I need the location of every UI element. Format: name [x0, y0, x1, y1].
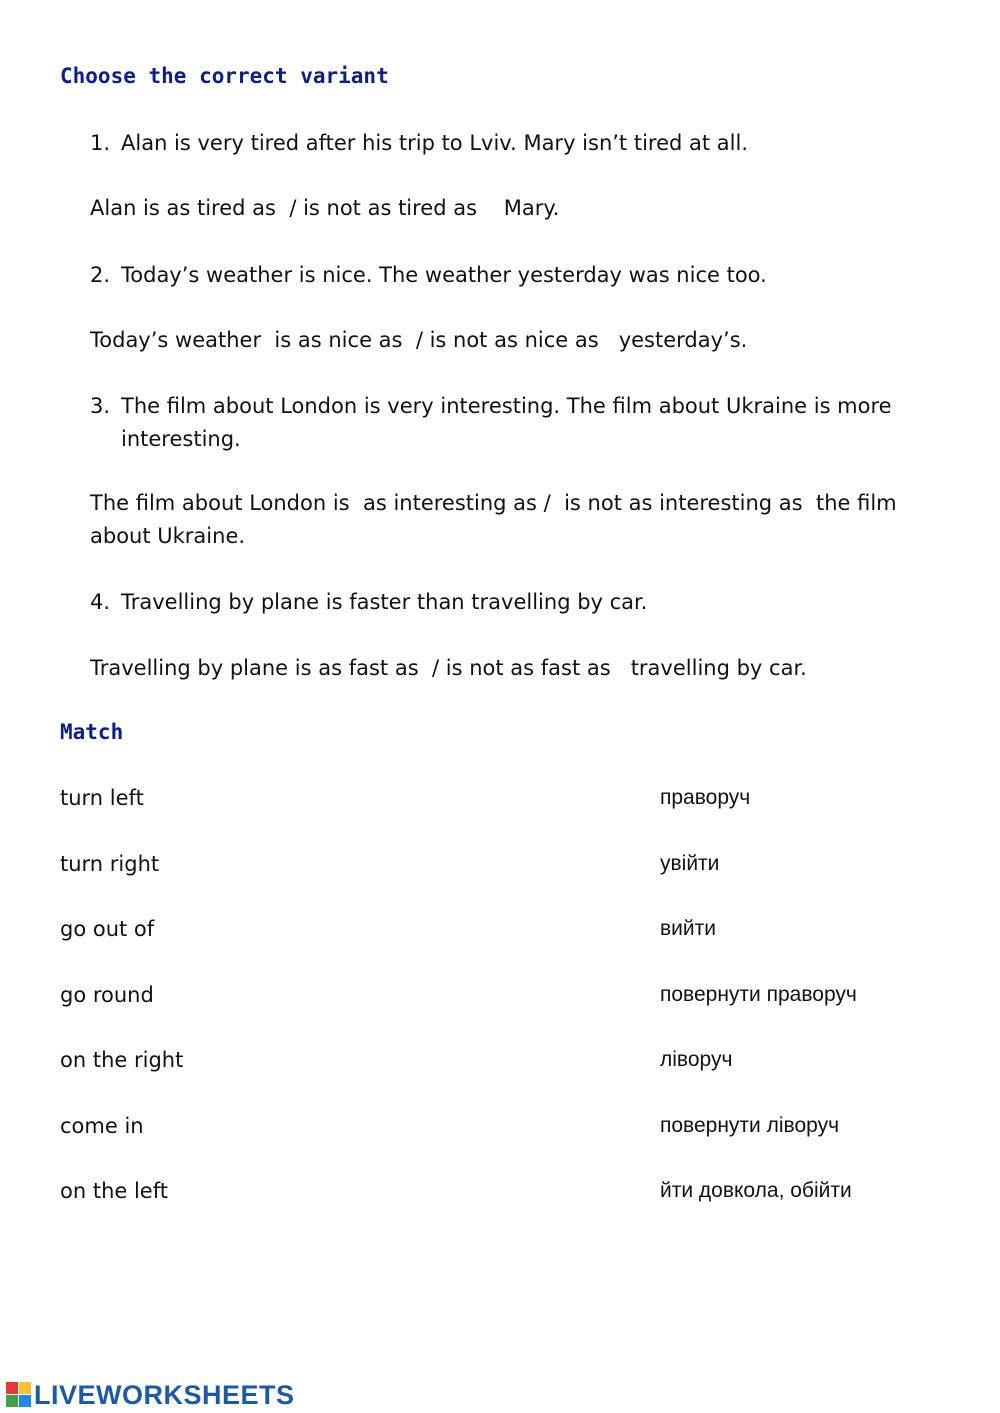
section-heading-choose: Choose the correct variant: [60, 64, 389, 88]
section-heading-match: Match: [60, 720, 124, 744]
answer-line: Alan is as tired as / is not as tired as Mary.: [90, 196, 560, 220]
logo-text: LIVEWORKSHEETS: [34, 1379, 295, 1410]
question-number: 2.: [90, 263, 111, 287]
question-statement: Travelling by plane is faster than travelling by car.: [121, 590, 648, 614]
question-statement: Today’s weather is nice. The weather yesterday was nice too.: [121, 263, 767, 287]
logo-square: [19, 1395, 31, 1407]
match-left-item: go out of: [60, 917, 155, 941]
logo-squares-icon: [6, 1382, 32, 1408]
answer-line: Travelling by plane is as fast as / is not as fast as travelling by car.: [90, 656, 807, 680]
liveworksheets-logo: [6, 1378, 295, 1412]
match-right-item: вийти: [660, 917, 716, 940]
logo-square: [6, 1382, 18, 1394]
match-right-item: увійти: [660, 852, 720, 875]
match-left-item: go round: [60, 983, 154, 1007]
logo-square: [6, 1395, 18, 1407]
match-left-item: on the right: [60, 1048, 184, 1072]
question-number: 1.: [90, 131, 111, 155]
match-right-item: ліворуч: [660, 1048, 733, 1071]
match-left-item: come in: [60, 1114, 144, 1138]
logo-square: [19, 1382, 31, 1394]
match-right-item: повернути праворуч: [660, 983, 857, 1006]
match-right-item: праворуч: [660, 786, 751, 809]
question-number: 4.: [90, 590, 111, 614]
answer-line: The film about London is as interesting as / is not as interesting as the film about Ukraine.: [90, 491, 904, 548]
match-left-item: turn left: [60, 786, 144, 810]
match-left-item: turn right: [60, 852, 160, 876]
question-statement: The film about London is very interesting. The film about Ukraine is more interesting.: [121, 394, 892, 451]
match-left-item: on the left: [60, 1179, 168, 1203]
match-right-item: повернути ліворуч: [660, 1114, 840, 1137]
answer-line: Today’s weather is as nice as / is not as nice as yesterday’s.: [90, 328, 748, 352]
match-right-item: йти довкола, обійти: [660, 1179, 852, 1202]
question-number: 3.: [90, 394, 111, 418]
question-statement: Alan is very tired after his trip to Lviv. Mary isn’t tired at all.: [121, 131, 748, 155]
